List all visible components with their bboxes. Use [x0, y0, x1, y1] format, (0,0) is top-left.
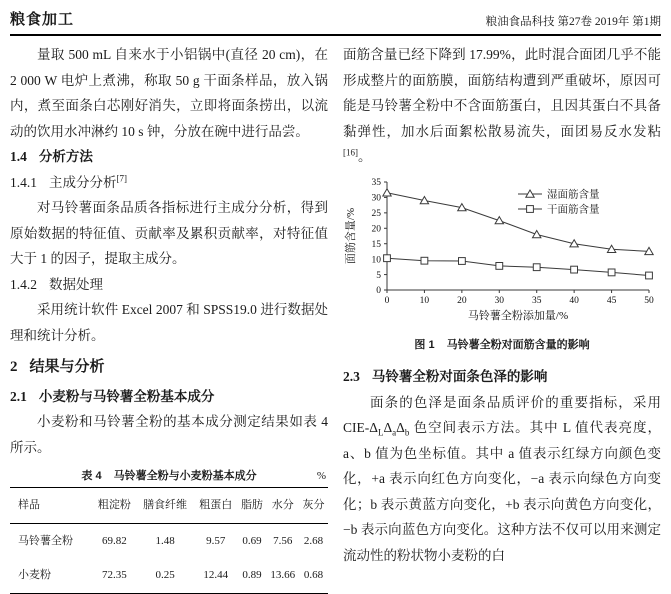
square-marker: [533, 263, 540, 270]
table-body: [10, 523, 328, 593]
paragraph-pca: 对马铃薯面条品质各指标进行主成分分析，得到原始数据的特征值、贡献率及累积贡献率，对特征值大于 1 的因子，提取主成分。: [10, 200, 328, 266]
square-marker: [421, 257, 428, 264]
square-marker: [571, 266, 578, 273]
table-header-row: [10, 488, 328, 524]
y-tick-label: 25: [371, 208, 381, 219]
table-row: [10, 558, 328, 593]
heading-1-4: 1.4 分析方法: [10, 149, 93, 164]
value-cell: 2.68: [303, 534, 324, 547]
heading-2: 2 结果与分析: [10, 358, 105, 375]
x-tick-label: 20: [457, 295, 467, 306]
triangle-marker: [495, 216, 503, 223]
basic-composition-table: [10, 487, 328, 594]
value-cell: 7.56: [273, 534, 293, 547]
legend-label: 湿面筋含量: [547, 189, 600, 200]
y-tick-label: 10: [371, 254, 381, 265]
right-column: [343, 42, 661, 594]
table-header-cell: 灰分: [299, 488, 328, 524]
two-column-body: [10, 42, 661, 594]
value-cell: 0.89: [242, 569, 262, 581]
table-header-cell: 样品: [10, 488, 93, 524]
paragraph-cooking-method: 量取 500 mL 自来水于小铝锅中(直径 20 cm)，在 2 000 W 电炉上煮沸，称取 50 g 干面条样品，放入锅内，煮至面条白芯刚好消失，立即将面条捞出，以流动的饮用水冲淋约 10 s 钟，分放在碗中进行品尝。: [10, 47, 328, 139]
table-unit-label: %: [316, 470, 326, 482]
x-tick-label: 50: [644, 295, 654, 306]
table-header-cell: 粗淀粉: [93, 488, 136, 524]
value-cell: 0.69: [242, 534, 262, 547]
y-tick-label: 5: [376, 270, 381, 281]
square-marker: [384, 254, 391, 261]
paragraph-color-method: 面条的色泽是面条品质评价的重要指标，采用 CIE-$\Delta_L\Delta_a\Delta_b$ 色空间表示方法。其中 L 值代表亮度，a、b 值为色坐标值。其中 a 值表示红绿方向颜色变化，+a 表示向红色方向变化，−a 表示向绿色方向变化；b 表示黄蓝方向变化，+b 表示向黄色方向变化，−b 表示向蓝色方向变化。这种方法不仅可以用来测定流动性的粉状物小麦粉的白: [343, 394, 661, 563]
value-cell: 13.66: [270, 569, 296, 581]
sample-name-cell: 小麦粉: [18, 569, 51, 581]
paragraph-gluten-discussion: 面筋含量已经下降到 17.99%，此时混合面团几乎不能形成整片的面筋膜，面筋结构遭到严重破坏，原因可能是马铃薯全粉中不含面筋蛋白，且因其蛋白不具备黏弹性，加水后面絮松散易流失，面团易反水发粘[16]。: [343, 47, 661, 164]
y-tick-label: 20: [371, 224, 381, 234]
reference-7: [7]: [116, 173, 127, 183]
x-tick-label: 40: [569, 295, 579, 306]
y-tick-label: 35: [371, 177, 381, 188]
table-4-title: 表 4 马铃薯全粉与小麦粉基本成分 %: [81, 470, 326, 482]
table-4-block: [10, 468, 328, 594]
table-header-cell: 脂肪: [237, 488, 266, 524]
table-header-cell: 膳食纤维: [136, 488, 194, 524]
square-marker: [608, 269, 615, 276]
square-marker: [527, 205, 534, 212]
journal-volume-info: 粮油食品科技 第27卷 2019年 第1期: [485, 16, 661, 28]
y-tick-label: 30: [371, 193, 381, 204]
heading-2-3: 2.3 马铃薯全粉对面条色泽的影响: [343, 369, 548, 384]
triangle-marker: [383, 188, 391, 195]
y-tick-label: 0: [376, 285, 381, 296]
y-axis-label: 面筋含量/%: [345, 207, 357, 264]
legend-label: 干面筋含量: [547, 204, 600, 215]
x-tick-label: 30: [494, 295, 505, 306]
paragraph-data-processing: 采用统计软件 Excel 2007 和 SPSS19.0 进行数据处理和统计分析。: [10, 302, 328, 343]
sample-name-cell: 马铃薯全粉: [18, 534, 73, 547]
value-cell: 0.25: [155, 569, 175, 581]
triangle-marker: [533, 230, 541, 237]
value-cell: 12.44: [203, 569, 229, 581]
reference-16: [16]: [343, 147, 358, 158]
x-axis-label: 马铃薯全粉添加量/%: [467, 309, 569, 322]
value-cell: 1.48: [155, 534, 175, 547]
page-header: [10, 8, 661, 36]
column-section-title: 粮食加工: [10, 11, 75, 28]
x-tick-label: 45: [606, 295, 617, 306]
table-header-cell: 水分: [266, 488, 299, 524]
y-tick-label: 15: [371, 239, 381, 250]
square-marker: [646, 272, 653, 279]
value-cell: 72.35: [102, 569, 127, 581]
table-header-cell: 粗蛋白: [194, 488, 237, 524]
heading-1-4-2: 1.4.2 数据处理: [10, 276, 103, 292]
x-tick-label: 35: [531, 295, 542, 306]
paragraph-table-intro: 小麦粉和马铃薯全粉的基本成分测定结果如表 4 所示。: [10, 414, 328, 455]
table-row: [10, 523, 328, 558]
x-tick-label: 0: [384, 295, 390, 306]
value-cell: 0.68: [303, 569, 324, 581]
figure-1-block: [343, 174, 661, 355]
value-cell: 9.57: [206, 534, 226, 547]
x-tick-label: 10: [419, 295, 430, 306]
left-column: [10, 42, 328, 594]
value-cell: 69.82: [102, 534, 127, 547]
figure-1-caption: 图 1 马铃薯全粉对面筋含量的影响: [414, 339, 590, 351]
heading-2-1: 2.1 小麦粉与马铃薯全粉基本成分: [10, 388, 215, 404]
square-marker: [459, 257, 466, 264]
heading-1-4-1: 1.4.1 主成分分析[7]: [10, 173, 127, 190]
square-marker: [496, 262, 503, 269]
figure-1-chart: [343, 174, 661, 326]
